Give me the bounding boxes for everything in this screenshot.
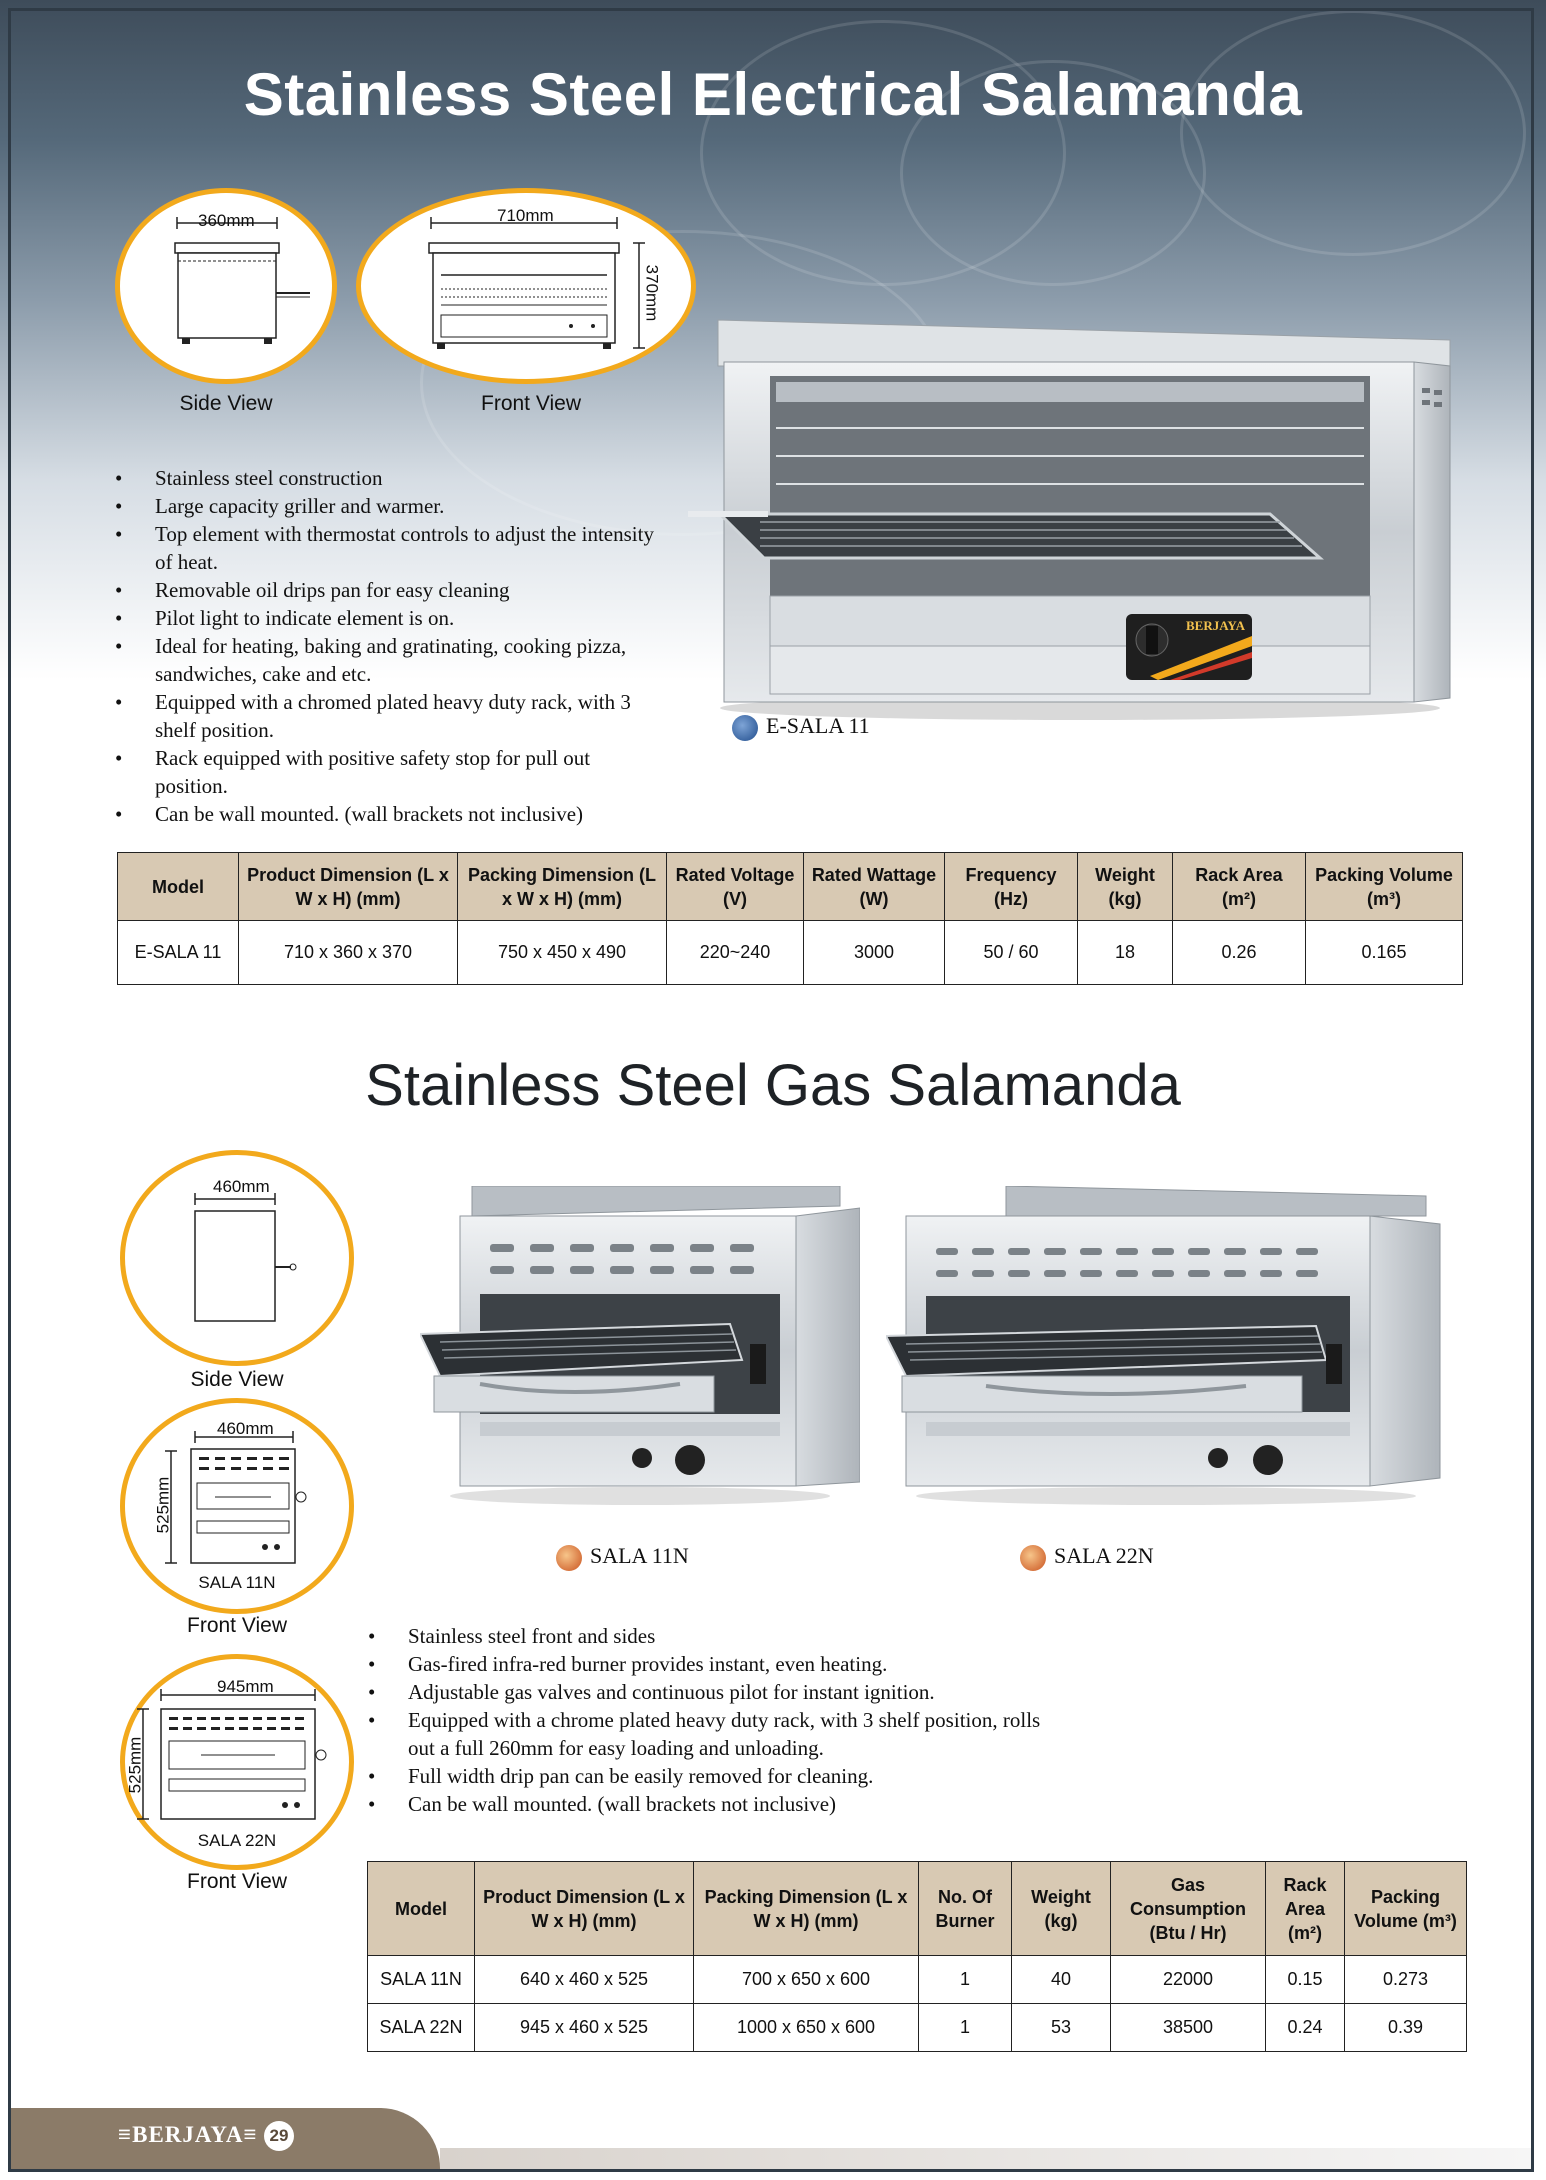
table-header: Product Dimension (L x W x H) (mm) [239,853,458,921]
table-header: Packing Volume (m³) [1306,853,1463,921]
table-cell: 1 [919,2004,1012,2052]
feature-item: • Stainless steel construction [115,464,655,492]
gas-front-view-22n-caption: Front View [187,1870,287,1893]
table-cell: 53 [1012,2004,1111,2052]
table-cell: 50 / 60 [945,921,1078,985]
gas-11n-height-dimension: 525mm [153,1476,173,1534]
table-header: Rated Wattage (W) [804,853,945,921]
electric-product-label [732,713,870,741]
table-row [118,921,1463,985]
table-cell: 0.273 [1345,1956,1467,2004]
table-cell: 0.39 [1345,2004,1467,2052]
table-header: Weight (kg) [1012,1862,1111,1956]
table-cell: 0.24 [1266,2004,1345,2052]
gas-side-width-dimension: 460mm [213,1177,270,1196]
feature-item: • Can be wall mounted. (wall brackets not inclusive) [368,1790,1068,1818]
gas-front-view-11n-caption: Front View [187,1614,287,1637]
table-header: Frequency (Hz) [945,853,1078,921]
feature-item: • Top element with thermostat controls to adjust the intensity of heat. [115,520,655,576]
electric-side-view-caption: Side View [179,392,273,415]
gas-22n-product-label [1020,1543,1154,1571]
gas-feature-list [368,1622,1068,1818]
table-header: Rack Area (m²) [1173,853,1306,921]
feature-item: • Can be wall mounted. (wall brackets not inclusive) [115,800,655,828]
table-header: No. Of Burner [919,1862,1012,1956]
gas-11n-width-dimension: 460mm [217,1419,274,1438]
gas-salamanda-22n-product-image [886,1186,1446,1508]
feature-item: • Removable oil drips pan for easy cleaning [115,576,655,604]
flame-icon [556,1545,582,1571]
gas-salamanda-11n-product-image [420,1186,860,1508]
table-cell: 22000 [1111,1956,1266,2004]
gas-front-view-22n-diagram [120,1654,354,1870]
brand-plate-text: BERJAYA [1186,618,1246,633]
gas-section-title: Stainless Steel Gas Salamanda [365,1053,1181,1118]
table-cell: E-SALA 11 [118,921,239,985]
table-cell: 750 x 450 x 490 [458,921,667,985]
electric-feature-list [115,464,655,828]
feature-item: • Large capacity griller and warmer. [115,492,655,520]
table-header-row [118,853,1463,921]
electric-side-view-diagram [115,188,337,384]
footer-brand-logo: ≡BERJAYA≡ [118,2122,258,2147]
table-cell: 640 x 460 x 525 [475,1956,694,2004]
table-header: Rated Voltage (V) [667,853,804,921]
table-row [368,1956,1467,2004]
table-header: Model [368,1862,475,1956]
gas-22n-width-dimension: 945mm [217,1677,274,1696]
feature-item: • Pilot light to indicate element is on. [115,604,655,632]
electric-section-title: Stainless Steel Electrical Salamanda [243,61,1303,128]
table-header: Packing Volume (m³) [1345,1862,1467,1956]
table-header: Weight (kg) [1078,853,1173,921]
electric-front-view-caption: Front View [481,392,581,415]
table-row [368,2004,1467,2052]
front-height-dimension: 370mm [642,264,662,322]
table-header: Packing Dimension (L x W x H) (mm) [694,1862,919,1956]
gas-11n-product-label-text: SALA 11N [590,1543,689,1568]
feature-item: • Ideal for heating, baking and gratinating, cooking pizza, sandwiches, cake and etc. [115,632,655,688]
front-width-dimension: 710mm [497,206,554,225]
table-cell: 945 x 460 x 525 [475,2004,694,2052]
electric-salamanda-product-image [680,296,1460,726]
feature-item: • Equipped with a chrome plated heavy duty rack, with 3 shelf position, rolls out a full 260mm for easy loading and unloading. [368,1706,1068,1762]
gas-22n-model-label: SALA 22N [197,1831,277,1850]
feature-item: • Adjustable gas valves and continuous pilot for instant ignition. [368,1678,1068,1706]
feature-item: • Rack equipped with positive safety stop for pull out position. [115,744,655,800]
table-cell: 700 x 650 x 600 [694,1956,919,2004]
flame-icon [1020,1545,1046,1571]
gas-spec-table [367,1861,1467,2052]
table-header: Rack Area (m²) [1266,1862,1345,1956]
electric-product-label-text: E-SALA 11 [766,713,870,738]
table-cell: 0.165 [1306,921,1463,985]
decorative-swirl [1180,10,1526,256]
table-cell: 220~240 [667,921,804,985]
table-header: Model [118,853,239,921]
table-header: Product Dimension (L x W x H) (mm) [475,1862,694,1956]
gas-11n-product-label [556,1543,689,1571]
table-cell: 1000 x 650 x 600 [694,2004,919,2052]
table-header: Gas Consumption (Btu / Hr) [1111,1862,1266,1956]
gas-11n-model-label: SALA 11N [198,1573,276,1592]
table-header-row [368,1862,1467,1956]
gas-22n-product-label-text: SALA 22N [1054,1543,1154,1568]
table-header: Packing Dimension (L x W x H) (mm) [458,853,667,921]
feature-item: • Equipped with a chromed plated heavy duty rack, with 3 shelf position. [115,688,655,744]
page-number-badge: 29 [264,2121,294,2151]
table-cell: 40 [1012,1956,1111,2004]
gas-side-view-caption: Side View [190,1368,284,1391]
feature-item: • Gas-fired infra-red burner provides instant, even heating. [368,1650,1068,1678]
feature-item: • Full width drip pan can be easily removed for cleaning. [368,1762,1068,1790]
gas-side-view-diagram [120,1150,354,1366]
footer-gradient-bar [440,2148,1534,2172]
table-cell: 0.15 [1266,1956,1345,2004]
table-cell: 3000 [804,921,945,985]
footer-brand-text: BERJAYA [132,2122,244,2147]
gas-22n-height-dimension: 525mm [125,1736,145,1794]
table-cell: SALA 11N [368,1956,475,2004]
feature-item: • Stainless steel front and sides [368,1622,1068,1650]
table-cell: 1 [919,1956,1012,2004]
table-cell: 38500 [1111,2004,1266,2052]
table-cell: 0.26 [1173,921,1306,985]
electric-front-view-diagram [356,188,696,384]
table-cell: SALA 22N [368,2004,475,2052]
side-width-dimension: 360mm [198,211,255,230]
table-cell: 710 x 360 x 370 [239,921,458,985]
table-cell: 18 [1078,921,1173,985]
gas-front-view-11n-diagram [120,1398,354,1614]
electric-spec-table [117,852,1463,985]
electric-bolt-icon [732,715,758,741]
